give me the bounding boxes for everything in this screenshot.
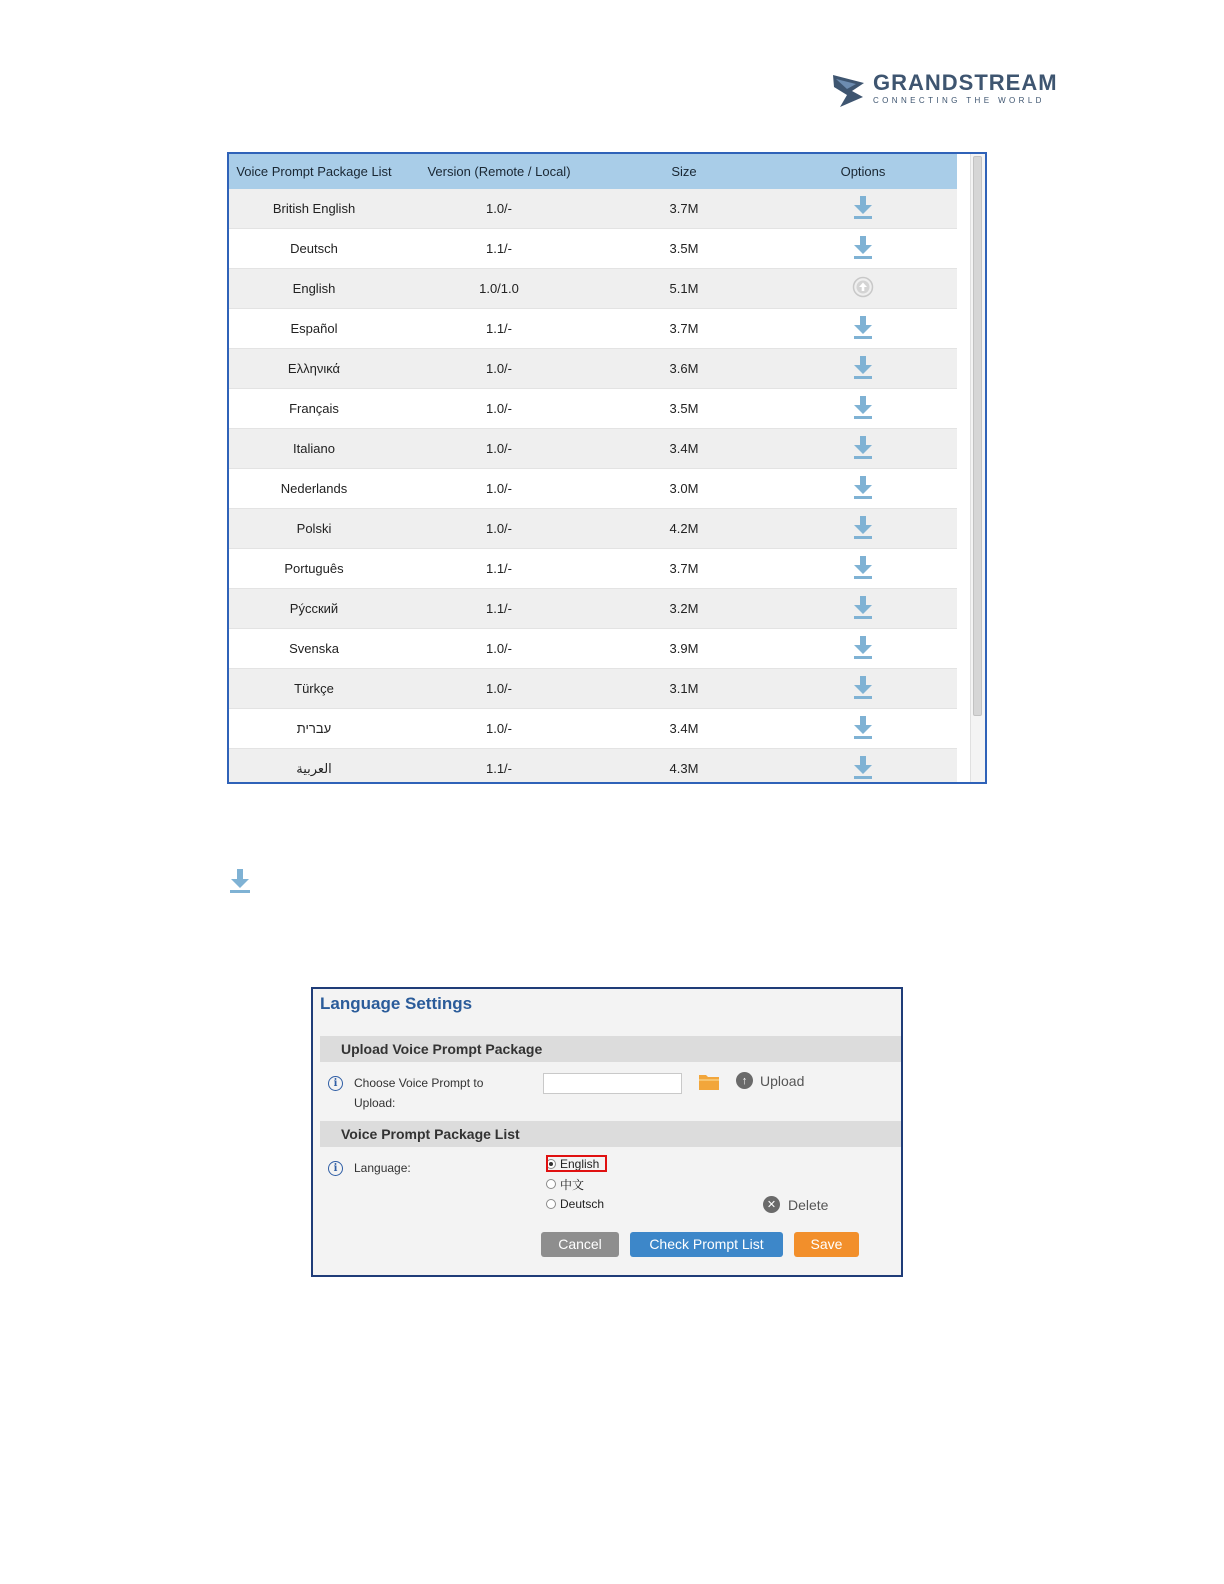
table-row <box>229 709 957 749</box>
cell-options <box>769 349 957 389</box>
cell-options <box>769 269 957 309</box>
download-icon <box>229 868 251 899</box>
cell-options <box>769 469 957 509</box>
download-icon[interactable] <box>853 315 873 342</box>
cell-version: 1.0/1.0 <box>399 269 599 309</box>
cell-language: Italiano <box>229 429 399 469</box>
table-row <box>229 469 957 509</box>
cell-options <box>769 549 957 589</box>
table-row <box>229 669 957 709</box>
cell-size: 3.9M <box>599 629 769 669</box>
cell-version: 1.0/- <box>399 429 599 469</box>
table-row <box>229 389 957 429</box>
folder-icon[interactable] <box>699 1073 719 1095</box>
cell-options <box>769 669 957 709</box>
cell-language: Nederlands <box>229 469 399 509</box>
cell-size: 4.3M <box>599 749 769 783</box>
cell-options <box>769 309 957 349</box>
package-table-viewport <box>229 154 957 782</box>
table-row <box>229 549 957 589</box>
table-header-row <box>229 154 957 189</box>
download-icon[interactable] <box>853 235 873 262</box>
cell-version: 1.0/- <box>399 509 599 549</box>
cell-options <box>769 429 957 469</box>
cell-language: Português <box>229 549 399 589</box>
cell-language: Polski <box>229 509 399 549</box>
voice-prompt-package-panel <box>227 152 987 784</box>
cell-version: 1.1/- <box>399 229 599 269</box>
upload-section-header: Upload Voice Prompt Package <box>320 1036 901 1062</box>
cell-size: 3.0M <box>599 469 769 509</box>
download-icon[interactable] <box>853 635 873 662</box>
table-row <box>229 229 957 269</box>
language-settings-panel <box>311 987 903 1277</box>
cell-version: 1.0/- <box>399 389 599 429</box>
scrollbar-thumb[interactable] <box>973 156 982 716</box>
cell-options <box>769 229 957 269</box>
save-button[interactable]: Save <box>794 1232 859 1257</box>
cell-size: 3.7M <box>599 549 769 589</box>
cell-options <box>769 389 957 429</box>
cell-language: العربية <box>229 749 399 783</box>
upload-label: Upload <box>760 1072 805 1089</box>
cell-version: 1.0/- <box>399 469 599 509</box>
language-option-chinese[interactable] <box>546 1176 584 1192</box>
cell-size: 5.1M <box>599 269 769 309</box>
table-row <box>229 629 957 669</box>
table-row <box>229 429 957 469</box>
header-version: Version (Remote / Local) <box>399 154 599 189</box>
cell-version: 1.0/- <box>399 629 599 669</box>
language-option-deutsch[interactable] <box>546 1196 604 1212</box>
package-table <box>229 154 957 782</box>
cell-version: 1.1/- <box>399 309 599 349</box>
cell-language: עברית <box>229 709 399 749</box>
cell-size: 3.2M <box>599 589 769 629</box>
info-icon: i <box>328 1161 343 1176</box>
language-option-label: English <box>560 1157 600 1171</box>
table-row <box>229 349 957 389</box>
download-icon[interactable] <box>853 595 873 622</box>
cell-options <box>769 189 957 229</box>
cell-language: British English <box>229 189 399 229</box>
table-row <box>229 189 957 229</box>
cell-language: Français <box>229 389 399 429</box>
cell-version: 1.0/- <box>399 709 599 749</box>
cancel-button[interactable]: Cancel <box>541 1232 619 1257</box>
download-icon[interactable] <box>853 355 873 382</box>
cell-version: 1.1/- <box>399 549 599 589</box>
logo-name: GRANDSTREAM <box>873 70 1058 95</box>
cell-language: Español <box>229 309 399 349</box>
table-row <box>229 749 957 783</box>
cell-language: English <box>229 269 399 309</box>
check-prompt-list-button[interactable]: Check Prompt List <box>630 1232 783 1257</box>
cell-options <box>769 629 957 669</box>
download-icon[interactable] <box>853 195 873 222</box>
cell-size: 3.4M <box>599 709 769 749</box>
info-icon: i <box>328 1076 343 1091</box>
cell-options <box>769 589 957 629</box>
download-icon[interactable] <box>853 715 873 742</box>
upload-icon: ↑ <box>736 1072 753 1089</box>
cell-language: Deutsch <box>229 229 399 269</box>
download-icon[interactable] <box>853 675 873 702</box>
grandstream-logo-icon <box>830 71 868 109</box>
header-options: Options <box>769 154 957 189</box>
cell-language: Svenska <box>229 629 399 669</box>
cell-size: 3.5M <box>599 229 769 269</box>
upload-button[interactable] <box>736 1072 804 1089</box>
table-row <box>229 269 957 309</box>
table-row <box>229 509 957 549</box>
cell-options <box>769 709 957 749</box>
cell-size: 3.4M <box>599 429 769 469</box>
download-icon[interactable] <box>853 435 873 462</box>
radio-chinese[interactable] <box>546 1179 556 1189</box>
table-row <box>229 589 957 629</box>
cell-version: 1.0/- <box>399 669 599 709</box>
language-option-label: 中文 <box>560 1177 585 1192</box>
cell-size: 3.7M <box>599 189 769 229</box>
download-icon[interactable] <box>853 395 873 422</box>
download-icon[interactable] <box>853 755 873 782</box>
radio-deutsch[interactable] <box>546 1199 556 1209</box>
cell-size: 3.5M <box>599 389 769 429</box>
header-package-list: Voice Prompt Package List <box>229 154 399 189</box>
cell-size: 3.1M <box>599 669 769 709</box>
logo-tagline: CONNECTING THE WORLD <box>873 96 1045 105</box>
cell-options <box>769 509 957 549</box>
grandstream-logo <box>830 70 1075 110</box>
cell-language: Ελληνικά <box>229 349 399 389</box>
language-option-label: Deutsch <box>560 1197 605 1211</box>
cell-version: 1.0/- <box>399 189 599 229</box>
panel-title: Language Settings <box>320 994 473 1013</box>
choose-voice-prompt-label: Choose Voice Prompt to Upload: <box>354 1076 484 1110</box>
download-icon[interactable] <box>853 515 873 542</box>
table-row <box>229 309 957 349</box>
delete-icon: ✕ <box>763 1196 780 1213</box>
cell-size: 4.2M <box>599 509 769 549</box>
selected-language-highlight <box>546 1155 607 1172</box>
cell-version: 1.1/- <box>399 749 599 783</box>
download-icon[interactable] <box>853 555 873 582</box>
cell-version: 1.1/- <box>399 589 599 629</box>
language-label: Language: <box>354 1161 411 1175</box>
delete-button[interactable] <box>763 1196 828 1213</box>
cell-version: 1.0/- <box>399 349 599 389</box>
cell-language: Pýсский <box>229 589 399 629</box>
package-list-section-header: Voice Prompt Package List <box>320 1121 901 1147</box>
cell-size: 3.6M <box>599 349 769 389</box>
cell-language: Türkçe <box>229 669 399 709</box>
header-size: Size <box>599 154 769 189</box>
download-icon[interactable] <box>853 475 873 502</box>
cell-options <box>769 749 957 783</box>
upload-circle-icon[interactable] <box>852 276 874 301</box>
delete-label: Delete <box>788 1196 829 1213</box>
voice-prompt-file-input[interactable] <box>543 1073 682 1094</box>
cell-size: 3.7M <box>599 309 769 349</box>
